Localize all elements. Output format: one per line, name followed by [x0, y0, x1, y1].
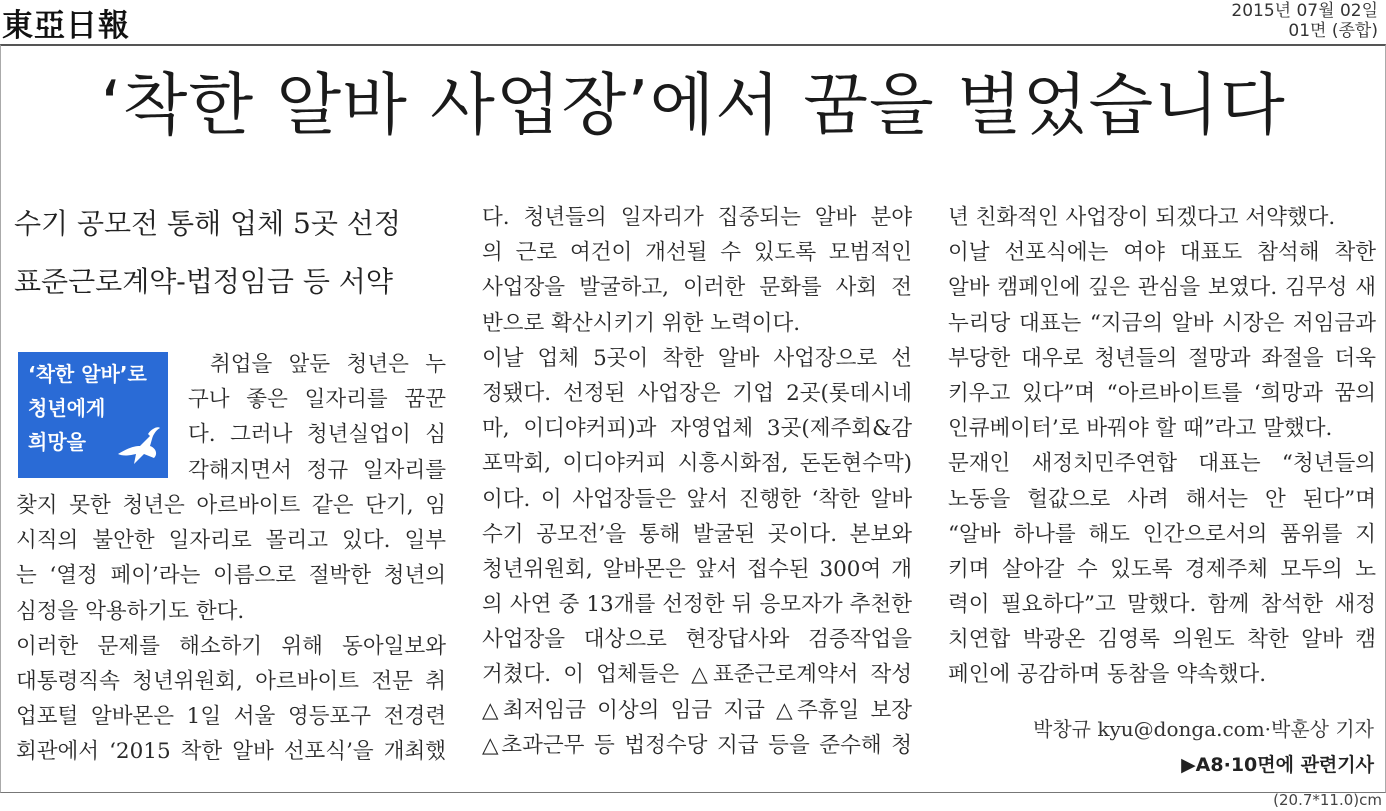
text-line: 거쳤다. 이 업체들은 △표준근로계약서 작성: [482, 662, 912, 688]
text-line: 누리당 대표는 “지금의 알바 시장은 저임금과: [948, 310, 1376, 336]
text-line: △초과근무 등 법정수당 지급 등을 준수해 청: [482, 732, 912, 758]
badge-line-3: 희망을: [28, 430, 86, 454]
text-line: 알바 캠페인에 깊은 관심을 보였다. 김무성 새: [948, 275, 1376, 301]
headline: ‘착한 알바 사업장’에서 꿈을 벌었습니다: [100, 66, 1286, 144]
dove-icon: [114, 424, 162, 470]
text-line: 다. 그러나 청년실업이 심: [188, 422, 446, 448]
text-line: 년 친화적인 사업장이 되겠다고 서약했다.: [948, 205, 1336, 230]
text-line: 정됐다. 선정된 사업장은 기업 2곳(롯데시네: [482, 380, 912, 406]
text-line: 각해지면서 정규 일자리를: [188, 457, 446, 483]
text-line: 의 근로 여건이 개선될 수 있도록 모범적인: [482, 240, 912, 266]
text-line: 회관에서 ‘2015 착한 알바 선포식’을 개최했: [16, 739, 446, 765]
text-line: 키며 살아갈 수 있도록 경제주체 모두의 노: [948, 556, 1376, 582]
text-line: 수기 공모전’을 통해 발굴된 곳이다. 본보와: [482, 521, 912, 547]
text-line: 시직의 불안한 일자리로 몰리고 있다. 일부: [16, 528, 446, 554]
text-line: 대통령직속 청년위원회, 아르바이트 전문 취: [16, 668, 446, 694]
text-line: 다. 청년들의 일자리가 집중되는 알바 분야: [482, 205, 912, 230]
text-line: 력이 필요하다”고 말했다. 함께 참석한 새정: [948, 592, 1376, 618]
related-articles-link[interactable]: ▶A8·10면에 관련기사: [1181, 754, 1374, 776]
badge-line-2: 청년에게: [28, 396, 106, 420]
text-line: 반으로 확산시키기 위한 노력이다.: [482, 310, 801, 336]
text-line: 이러한 문제를 해소하기 위해 동아일보와: [16, 633, 446, 659]
badge-line-1: ‘착한 알바’로: [28, 362, 147, 386]
byline: 박창규 kyu@donga.com·박훈상 기자: [1033, 717, 1374, 741]
masthead-logo: 東亞日報: [2, 8, 130, 44]
column-3: [948, 200, 1376, 693]
column-1: [16, 488, 446, 770]
text-line: 치연합 박광온 김영록 의원도 착한 알바 캠: [948, 627, 1376, 653]
text-line: 인큐베이터’로 바꿔야 할 때”라고 말했다.: [948, 416, 1333, 442]
text-line: 부당한 대우로 청년들의 절망과 좌절을 더욱: [948, 345, 1376, 371]
text-line: 포막회, 이디야커피 시흥시화점, 돈돈현수막): [482, 451, 912, 477]
text-line: 이다. 이 사업장들은 앞서 진행한 ‘착한 알바: [482, 486, 912, 512]
text-line: 의 사연 중 13개를 선정한 뒤 응모자가 추천한: [482, 592, 912, 618]
subhead-2: 표준근로계약-법정임금 등 서약: [14, 265, 393, 298]
campaign-badge: [18, 352, 168, 478]
clipping-size: (20.7*11.0)cm: [1273, 791, 1382, 809]
text-line: 마, 이디야커피)과 자영업체 3곳(제주회&감: [482, 416, 912, 442]
column-1-short: [188, 347, 446, 488]
text-line: 취업을 앞둔 청년은 누: [210, 352, 446, 377]
text-line: 는 ‘열정 페이’라는 이름으로 절박한 청년의: [16, 563, 446, 589]
dateline: [1231, 1, 1378, 41]
text-line: 이날 선포식에는 여야 대표도 참석해 착한: [948, 240, 1376, 266]
text-line: 문재인 새정치민주연합 대표는 “청년들의: [948, 451, 1376, 477]
text-line: 청년위원회, 알바몬은 앞서 접수된 300여 개: [482, 556, 912, 582]
text-line: 업포털 알바몬은 1일 서울 영등포구 전경련: [16, 704, 446, 730]
text-line: 심정을 악용하기도 한다.: [16, 598, 245, 624]
subhead-1: 수기 공모전 통해 업체 5곳 선정: [14, 207, 401, 240]
issue-date: 2015년 07월 02일: [1231, 1, 1378, 21]
column-2: [482, 200, 912, 763]
text-line: 사업장을 발굴하고, 이러한 문화를 사회 전: [482, 275, 912, 301]
page-section: 01면 (종합): [1288, 21, 1378, 41]
text-line: “알바 하나를 해도 인간으로서의 품위를 지: [948, 521, 1376, 547]
text-line: 찾지 못한 청년은 아르바이트 같은 단기, 임: [16, 493, 446, 518]
text-line: 사업장을 대상으로 현장답사와 검증작업을: [482, 627, 912, 653]
text-line: 구나 좋은 일자리를 꿈꾼: [188, 387, 446, 413]
text-line: 키우고 있다”며 “아르바이트를 ‘희망과 꿈의: [948, 380, 1376, 406]
text-line: 페인에 공감하며 동참을 약속했다.: [948, 662, 1267, 688]
text-line: 노동을 헐값으로 사려 해서는 안 된다”며: [948, 486, 1376, 512]
text-line: 이날 업체 5곳이 착한 알바 사업장으로 선: [482, 345, 912, 371]
text-line: △최저임금 이상의 임금 지급 △주휴일 보장: [482, 697, 912, 723]
